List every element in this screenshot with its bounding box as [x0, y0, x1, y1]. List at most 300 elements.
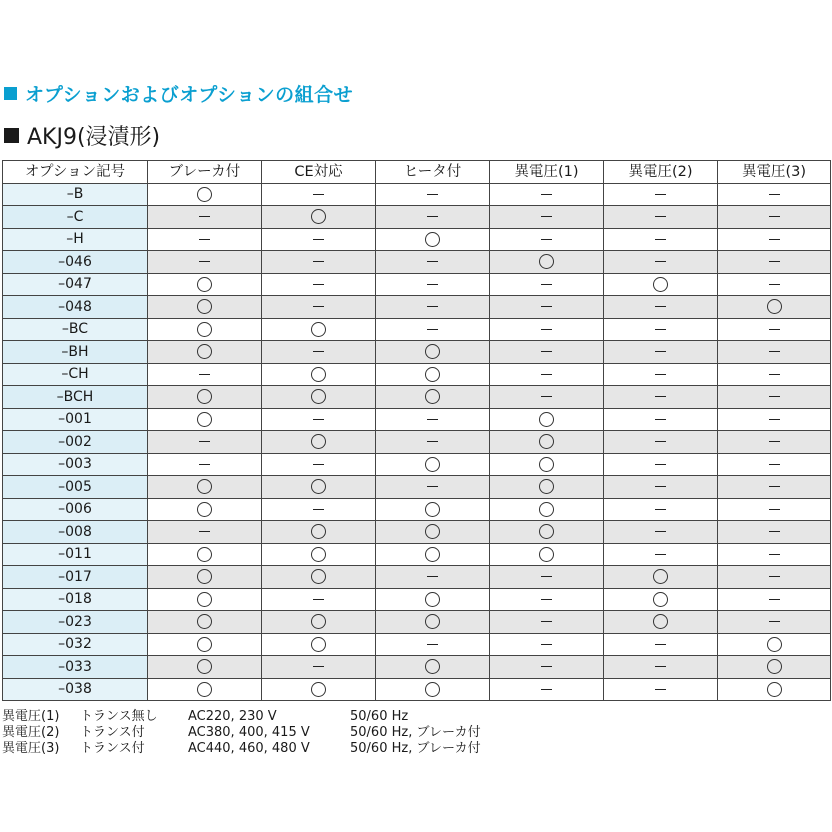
cell-voltage-3: [718, 656, 831, 679]
dash-unavailable-icon: [427, 261, 438, 262]
circle-available-icon: [311, 547, 326, 562]
dash-unavailable-icon: [541, 599, 552, 600]
cell-voltage-2: [604, 341, 718, 364]
table-row: [3, 206, 831, 229]
circle-available-icon: [197, 659, 212, 674]
option-code-cell: –023: [3, 611, 148, 634]
dash-unavailable-icon: [769, 351, 780, 352]
cell-breaker: [148, 498, 262, 521]
table-row: [3, 251, 831, 274]
table-row: [3, 678, 831, 701]
circle-available-icon: [425, 547, 440, 562]
cell-heater: [376, 566, 490, 589]
cell-voltage-2: [604, 408, 718, 431]
note-voltage: AC380, 400, 415 V: [188, 725, 310, 740]
circle-available-icon: [197, 547, 212, 562]
model-heading-text: AKJ9(浸漬形): [27, 124, 161, 150]
cell-voltage-3: [718, 588, 831, 611]
circle-available-icon: [539, 479, 554, 494]
cell-ce: [262, 543, 376, 566]
circle-available-icon: [425, 502, 440, 517]
cell-voltage-1: [490, 678, 604, 701]
dash-unavailable-icon: [655, 689, 666, 690]
dash-unavailable-icon: [199, 531, 210, 532]
dash-unavailable-icon: [655, 306, 666, 307]
cell-heater: [376, 633, 490, 656]
circle-available-icon: [311, 614, 326, 629]
note-row: [2, 741, 481, 757]
dash-unavailable-icon: [541, 621, 552, 622]
circle-available-icon: [197, 637, 212, 652]
cell-voltage-2: [604, 588, 718, 611]
header-breaker: ブレーカ付: [148, 161, 262, 184]
option-code-cell: –BCH: [3, 386, 148, 409]
dash-unavailable-icon: [541, 374, 552, 375]
table-row: [3, 521, 831, 544]
cell-breaker: [148, 296, 262, 319]
dash-unavailable-icon: [769, 509, 780, 510]
cell-voltage-1: [490, 363, 604, 386]
circle-available-icon: [767, 299, 782, 314]
cell-ce: [262, 476, 376, 499]
option-code-cell: –033: [3, 656, 148, 679]
note-row: [2, 709, 481, 725]
cell-voltage-1: [490, 408, 604, 431]
circle-available-icon: [311, 434, 326, 449]
cell-voltage-3: [718, 611, 831, 634]
section-heading-text: オプションおよびオプションの組合せ: [25, 83, 354, 106]
circle-available-icon: [197, 412, 212, 427]
voltage-notes: [2, 709, 481, 757]
table-row: [3, 633, 831, 656]
cell-voltage-2: [604, 206, 718, 229]
cell-voltage-2: [604, 228, 718, 251]
dash-unavailable-icon: [427, 284, 438, 285]
dash-unavailable-icon: [313, 194, 324, 195]
dash-unavailable-icon: [313, 464, 324, 465]
table-row: [3, 318, 831, 341]
cell-voltage-2: [604, 566, 718, 589]
cell-ce: [262, 588, 376, 611]
circle-available-icon: [311, 682, 326, 697]
table-row: [3, 498, 831, 521]
table-header-row: [3, 161, 831, 184]
circle-available-icon: [539, 254, 554, 269]
dash-unavailable-icon: [769, 194, 780, 195]
dash-unavailable-icon: [769, 464, 780, 465]
circle-available-icon: [311, 209, 326, 224]
dash-unavailable-icon: [541, 576, 552, 577]
table-row: [3, 273, 831, 296]
dash-unavailable-icon: [541, 689, 552, 690]
option-code-cell: –018: [3, 588, 148, 611]
circle-available-icon: [425, 232, 440, 247]
option-code-cell: –005: [3, 476, 148, 499]
dash-unavailable-icon: [769, 284, 780, 285]
cell-breaker: [148, 341, 262, 364]
cell-voltage-3: [718, 296, 831, 319]
circle-available-icon: [767, 637, 782, 652]
cell-ce: [262, 431, 376, 454]
cell-voltage-3: [718, 498, 831, 521]
table-row: [3, 228, 831, 251]
note-voltage: AC440, 460, 480 V: [188, 741, 310, 756]
square-bullet-icon: [4, 87, 17, 100]
cell-heater: [376, 296, 490, 319]
cell-heater: [376, 453, 490, 476]
cell-ce: [262, 656, 376, 679]
dash-unavailable-icon: [541, 396, 552, 397]
cell-voltage-3: [718, 566, 831, 589]
cell-voltage-1: [490, 566, 604, 589]
cell-heater: [376, 363, 490, 386]
circle-available-icon: [767, 682, 782, 697]
table-row: [3, 431, 831, 454]
cell-voltage-2: [604, 431, 718, 454]
circle-available-icon: [653, 569, 668, 584]
cell-voltage-3: [718, 633, 831, 656]
cell-voltage-1: [490, 453, 604, 476]
dash-unavailable-icon: [769, 554, 780, 555]
table-row: [3, 386, 831, 409]
dash-unavailable-icon: [769, 396, 780, 397]
cell-voltage-2: [604, 453, 718, 476]
dash-unavailable-icon: [427, 644, 438, 645]
circle-available-icon: [539, 547, 554, 562]
cell-heater: [376, 206, 490, 229]
cell-heater: [376, 431, 490, 454]
option-code-cell: –001: [3, 408, 148, 431]
option-code-cell: –002: [3, 431, 148, 454]
cell-voltage-3: [718, 476, 831, 499]
cell-heater: [376, 318, 490, 341]
dash-unavailable-icon: [199, 239, 210, 240]
dash-unavailable-icon: [199, 441, 210, 442]
circle-available-icon: [197, 569, 212, 584]
cell-heater: [376, 228, 490, 251]
table-row: [3, 543, 831, 566]
circle-available-icon: [653, 592, 668, 607]
dash-unavailable-icon: [427, 486, 438, 487]
table-row: [3, 566, 831, 589]
cell-breaker: [148, 611, 262, 634]
dash-unavailable-icon: [655, 554, 666, 555]
cell-breaker: [148, 183, 262, 206]
option-code-cell: –038: [3, 678, 148, 701]
cell-breaker: [148, 251, 262, 274]
cell-ce: [262, 296, 376, 319]
circle-available-icon: [425, 457, 440, 472]
cell-breaker: [148, 543, 262, 566]
dash-unavailable-icon: [199, 374, 210, 375]
dash-unavailable-icon: [769, 329, 780, 330]
cell-voltage-1: [490, 611, 604, 634]
dash-unavailable-icon: [313, 599, 324, 600]
circle-available-icon: [197, 187, 212, 202]
cell-ce: [262, 183, 376, 206]
option-code-cell: –CH: [3, 363, 148, 386]
circle-available-icon: [539, 457, 554, 472]
cell-voltage-1: [490, 183, 604, 206]
cell-ce: [262, 678, 376, 701]
dash-unavailable-icon: [313, 239, 324, 240]
cell-ce: [262, 633, 376, 656]
cell-heater: [376, 341, 490, 364]
cell-heater: [376, 588, 490, 611]
dash-unavailable-icon: [427, 194, 438, 195]
circle-available-icon: [653, 277, 668, 292]
table-row: [3, 453, 831, 476]
dash-unavailable-icon: [313, 306, 324, 307]
circle-available-icon: [197, 344, 212, 359]
cell-voltage-1: [490, 251, 604, 274]
cell-voltage-1: [490, 476, 604, 499]
dash-unavailable-icon: [541, 644, 552, 645]
cell-heater: [376, 386, 490, 409]
cell-ce: [262, 318, 376, 341]
cell-voltage-1: [490, 228, 604, 251]
dash-unavailable-icon: [655, 644, 666, 645]
cell-voltage-2: [604, 318, 718, 341]
cell-breaker: [148, 678, 262, 701]
table-row: [3, 476, 831, 499]
note-label: 異電圧(1): [2, 709, 60, 724]
header-voltage-1: 異電圧(1): [490, 161, 604, 184]
circle-available-icon: [767, 659, 782, 674]
table-row: [3, 656, 831, 679]
dash-unavailable-icon: [769, 239, 780, 240]
circle-available-icon: [425, 659, 440, 674]
dash-unavailable-icon: [541, 216, 552, 217]
dash-unavailable-icon: [199, 216, 210, 217]
dash-unavailable-icon: [655, 239, 666, 240]
cell-voltage-1: [490, 431, 604, 454]
option-code-cell: –BH: [3, 341, 148, 364]
header-option-code: オプション記号: [3, 161, 148, 184]
dash-unavailable-icon: [655, 531, 666, 532]
circle-available-icon: [539, 502, 554, 517]
note-transformer: トランス無し: [80, 709, 158, 724]
cell-heater: [376, 656, 490, 679]
header-ce: CE対応: [262, 161, 376, 184]
dash-unavailable-icon: [769, 441, 780, 442]
circle-available-icon: [197, 614, 212, 629]
circle-available-icon: [311, 524, 326, 539]
dash-unavailable-icon: [655, 329, 666, 330]
cell-ce: [262, 408, 376, 431]
cell-ce: [262, 566, 376, 589]
cell-voltage-3: [718, 206, 831, 229]
cell-voltage-1: [490, 273, 604, 296]
cell-ce: [262, 363, 376, 386]
table-row: [3, 183, 831, 206]
circle-available-icon: [197, 322, 212, 337]
table-row: [3, 588, 831, 611]
circle-available-icon: [197, 479, 212, 494]
cell-voltage-2: [604, 678, 718, 701]
cell-voltage-2: [604, 183, 718, 206]
dash-unavailable-icon: [769, 621, 780, 622]
dash-unavailable-icon: [541, 284, 552, 285]
cell-ce: [262, 611, 376, 634]
dash-unavailable-icon: [655, 419, 666, 420]
option-code-cell: –047: [3, 273, 148, 296]
cell-voltage-2: [604, 296, 718, 319]
cell-heater: [376, 498, 490, 521]
dash-unavailable-icon: [655, 194, 666, 195]
cell-voltage-3: [718, 521, 831, 544]
cell-voltage-2: [604, 521, 718, 544]
option-code-cell: –032: [3, 633, 148, 656]
cell-ce: [262, 228, 376, 251]
dash-unavailable-icon: [313, 666, 324, 667]
cell-voltage-3: [718, 543, 831, 566]
header-voltage-2: 異電圧(2): [604, 161, 718, 184]
option-code-cell: –008: [3, 521, 148, 544]
cell-breaker: [148, 633, 262, 656]
dash-unavailable-icon: [199, 261, 210, 262]
dash-unavailable-icon: [655, 441, 666, 442]
circle-available-icon: [197, 389, 212, 404]
cell-voltage-2: [604, 633, 718, 656]
option-code-cell: –H: [3, 228, 148, 251]
dash-unavailable-icon: [541, 351, 552, 352]
dash-unavailable-icon: [541, 239, 552, 240]
cell-voltage-1: [490, 296, 604, 319]
cell-breaker: [148, 453, 262, 476]
circle-available-icon: [539, 434, 554, 449]
note-label: 異電圧(3): [2, 741, 60, 756]
table-row: [3, 341, 831, 364]
dash-unavailable-icon: [655, 509, 666, 510]
section-heading: [0, 80, 353, 106]
dash-unavailable-icon: [655, 396, 666, 397]
cell-voltage-1: [490, 206, 604, 229]
dash-unavailable-icon: [769, 531, 780, 532]
cell-voltage-3: [718, 183, 831, 206]
cell-voltage-2: [604, 251, 718, 274]
cell-voltage-2: [604, 386, 718, 409]
dash-unavailable-icon: [313, 509, 324, 510]
cell-voltage-1: [490, 386, 604, 409]
dash-unavailable-icon: [541, 329, 552, 330]
cell-voltage-3: [718, 273, 831, 296]
cell-breaker: [148, 588, 262, 611]
cell-ce: [262, 521, 376, 544]
option-code-cell: –BC: [3, 318, 148, 341]
dash-unavailable-icon: [655, 666, 666, 667]
option-code-cell: –048: [3, 296, 148, 319]
header-voltage-3: 異電圧(3): [718, 161, 831, 184]
cell-voltage-1: [490, 341, 604, 364]
dash-unavailable-icon: [655, 216, 666, 217]
circle-available-icon: [425, 592, 440, 607]
cell-ce: [262, 498, 376, 521]
header-heater: ヒータ付: [376, 161, 490, 184]
option-code-cell: –017: [3, 566, 148, 589]
cell-voltage-1: [490, 498, 604, 521]
circle-available-icon: [311, 569, 326, 584]
circle-available-icon: [311, 367, 326, 382]
cell-breaker: [148, 521, 262, 544]
cell-voltage-1: [490, 588, 604, 611]
cell-voltage-1: [490, 656, 604, 679]
cell-breaker: [148, 228, 262, 251]
circle-available-icon: [425, 614, 440, 629]
cell-heater: [376, 611, 490, 634]
cell-breaker: [148, 206, 262, 229]
option-code-cell: –C: [3, 206, 148, 229]
cell-voltage-3: [718, 678, 831, 701]
cell-heater: [376, 273, 490, 296]
dash-unavailable-icon: [313, 261, 324, 262]
cell-voltage-2: [604, 543, 718, 566]
cell-voltage-1: [490, 543, 604, 566]
circle-available-icon: [653, 614, 668, 629]
circle-available-icon: [311, 322, 326, 337]
dash-unavailable-icon: [541, 194, 552, 195]
dash-unavailable-icon: [655, 486, 666, 487]
circle-available-icon: [197, 592, 212, 607]
dash-unavailable-icon: [769, 374, 780, 375]
cell-ce: [262, 341, 376, 364]
cell-voltage-1: [490, 318, 604, 341]
note-frequency: 50/60 Hz: [350, 709, 409, 724]
cell-breaker: [148, 273, 262, 296]
circle-available-icon: [197, 502, 212, 517]
dash-unavailable-icon: [541, 666, 552, 667]
dash-unavailable-icon: [427, 441, 438, 442]
note-label: 異電圧(2): [2, 725, 60, 740]
circle-available-icon: [425, 344, 440, 359]
dash-unavailable-icon: [427, 419, 438, 420]
cell-ce: [262, 453, 376, 476]
dash-unavailable-icon: [769, 599, 780, 600]
option-code-cell: –046: [3, 251, 148, 274]
circle-available-icon: [425, 367, 440, 382]
cell-heater: [376, 251, 490, 274]
dash-unavailable-icon: [769, 216, 780, 217]
table-row: [3, 296, 831, 319]
cell-voltage-2: [604, 656, 718, 679]
circle-available-icon: [425, 524, 440, 539]
circle-available-icon: [425, 389, 440, 404]
table-row: [3, 408, 831, 431]
note-frequency: 50/60 Hz, ブレーカ付: [350, 725, 481, 740]
cell-heater: [376, 408, 490, 431]
dash-unavailable-icon: [655, 464, 666, 465]
note-frequency: 50/60 Hz, ブレーカ付: [350, 741, 481, 756]
cell-voltage-2: [604, 611, 718, 634]
square-bullet-icon: [4, 128, 19, 143]
cell-heater: [376, 476, 490, 499]
dash-unavailable-icon: [427, 576, 438, 577]
cell-voltage-3: [718, 251, 831, 274]
cell-voltage-3: [718, 453, 831, 476]
model-heading: [0, 120, 160, 150]
circle-available-icon: [311, 637, 326, 652]
option-code-cell: –006: [3, 498, 148, 521]
cell-heater: [376, 521, 490, 544]
cell-voltage-2: [604, 498, 718, 521]
dash-unavailable-icon: [655, 374, 666, 375]
dash-unavailable-icon: [427, 306, 438, 307]
dash-unavailable-icon: [541, 306, 552, 307]
dash-unavailable-icon: [313, 351, 324, 352]
circle-available-icon: [425, 682, 440, 697]
cell-voltage-1: [490, 521, 604, 544]
cell-voltage-3: [718, 228, 831, 251]
